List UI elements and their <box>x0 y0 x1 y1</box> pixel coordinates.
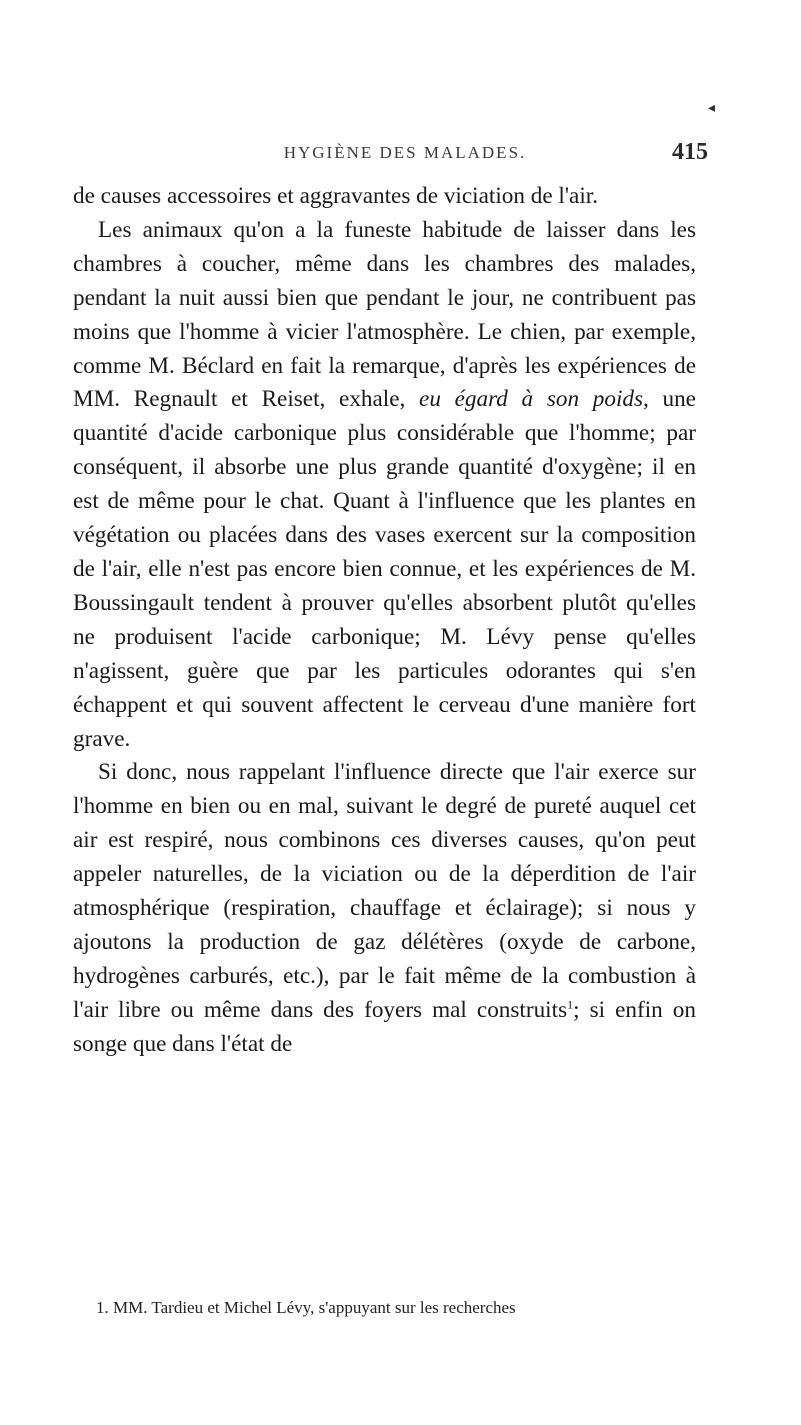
text-run: Si donc, nous rappelant l'influence directe que l'air exerce sur l'homme en bien ou en mal, suivant le degré de pureté auquel cet air est respiré, nous combinons ces diverses causes, qu'on peut appeler naturelles, de la viciation ou de la déperdition de l'air atmosphérique (respiration, chauffage et éclairage); si nous y ajoutons la production de gaz délétères (oxyde de carbone, hydrogènes carburés, etc.), par le fait même de la combustion à l'air libre ou même dans des foyers mal construits <box>73 759 696 1023</box>
italic-phrase: eu égard à son poids <box>419 386 643 413</box>
body-text <box>73 180 696 1062</box>
text-run: de causes accessoires et aggravantes de viciation de l'air. <box>73 183 599 209</box>
footnote <box>96 1297 696 1319</box>
margin-arrow-mark: ◂ <box>708 101 716 116</box>
footnote-reference: 1 <box>567 997 574 1012</box>
paragraph <box>73 180 696 214</box>
footnote-number: 1. <box>96 1298 109 1317</box>
text-run: Les animaux qu'on a la funeste habitude de laisser dans les chambres à coucher, même dans les chambres des malades, pendant la nuit aussi bien que pendant le jour, ne contribuent pas moins que l'homme à vicier l'atmosphère. Le chien, par exemple, comme M. Béclard en fait la remarque, d'après les expériences de MM. Regnault et Reiset, exhale, <box>73 216 696 413</box>
paragraph <box>73 756 696 1061</box>
page-number: 415 <box>672 139 708 165</box>
paragraph <box>73 214 696 757</box>
text-run: , une quantité d'acide carbonique plus considérable que l'homme; par conséquent, il absorbe une plus grande quantité d'oxygène; il en est de même pour le chat. Quant à l'influence que les plantes en végétation ou placées dans des vases exercent sur la composition de l'air, elle n'est pas encore bien connue, et les expériences de M. Boussingault tendent à prouver qu'elles absorbent plutôt qu'elles ne produisent l'acide carbonique; M. Lévy pense qu'elles n'agissent, guère que par les particules odorantes qui s'en échappent et qui souvent affectent le cerveau d'une manière fort grave. <box>73 386 696 752</box>
running-head: HYGIÈNE DES MALADES. <box>283 143 527 162</box>
text-run: ; si enfin on songe que dans l'état de <box>73 996 696 1057</box>
footnote-text: MM. Tardieu et Michel Lévy, s'appuyant sur les recherches <box>113 1298 516 1317</box>
page-header <box>0 139 801 173</box>
